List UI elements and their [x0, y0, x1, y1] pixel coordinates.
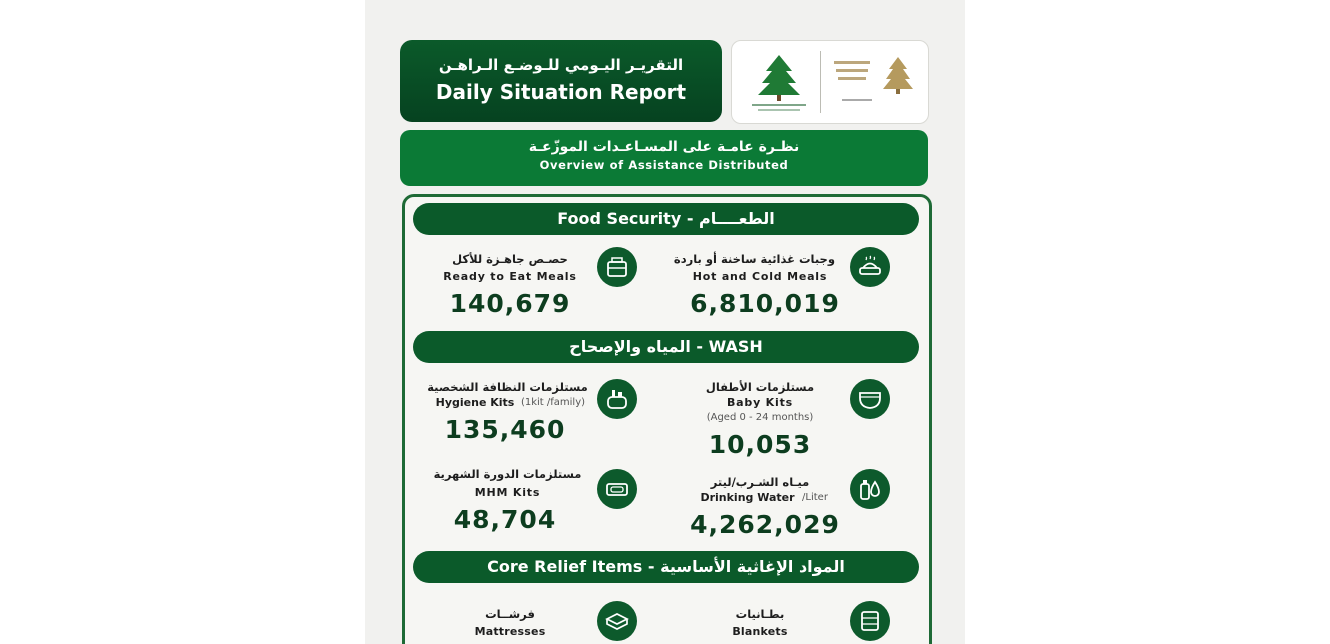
baby-diaper-icon [850, 379, 890, 419]
hygiene-kits-sub: (1kit /family) [520, 397, 586, 408]
baby-kits-label-ar: مستلزمات الأطفال [705, 380, 815, 394]
hot-meal-icon [850, 247, 890, 287]
assistance-frame [402, 194, 932, 644]
ready-meal-icon [597, 247, 637, 287]
hot-meals-label-en: Hot and Cold Meals [692, 270, 828, 283]
mattresses-label-ar: فرشــات [485, 607, 535, 621]
report-title-box [400, 40, 722, 122]
logo-divider [820, 51, 821, 113]
cedar-logo [744, 49, 814, 115]
report-title-ar: التقريـر اليـومي للـوضـع الـراهـن [438, 56, 684, 74]
ready-meals-label-ar: حصـص جاهـزة للأكل [452, 252, 568, 266]
report-title-en: Daily Situation Report [435, 80, 687, 104]
water-bottle-icon [850, 469, 890, 509]
mhm-kit-icon [597, 469, 637, 509]
hygiene-kits-value: 135,460 [444, 415, 566, 444]
government-emblem-logo [828, 49, 922, 115]
blankets-label-ar: بطـانيات [735, 607, 785, 621]
mhm-kits-label-ar: مستلزمات الدورة الشهرية [433, 467, 582, 481]
drinking-water-value: 4,262,029 [690, 510, 840, 539]
logos-box [731, 40, 929, 124]
baby-kits-label-en: Baby Kits [727, 396, 793, 409]
baby-kits-value: 10,053 [708, 430, 812, 459]
blanket-icon [850, 601, 890, 641]
mattresses-label-en: Mattresses [474, 625, 546, 638]
drinking-water-label-en: Drinking Water [700, 491, 795, 504]
overview-title-ar: نظـرة عامـة على المسـاعـدات الموزّعـة [528, 139, 800, 155]
drinking-water-label-ar: ميـاه الشـرب/ليتر [710, 475, 810, 489]
overview-banner [400, 130, 928, 186]
mhm-kits-value: 48,704 [453, 505, 557, 534]
blankets-label-en: Blankets [732, 625, 788, 638]
food-security-header: Food Security - الطعــــام [413, 203, 919, 235]
mattress-icon [597, 601, 637, 641]
ready-meals-value: 140,679 [449, 289, 571, 318]
hot-meals-label-ar: وجبات غذائية ساخنة أو باردة [673, 252, 835, 266]
overview-title-en: Overview of Assistance Distributed [539, 158, 789, 172]
hot-meals-value: 6,810,019 [690, 289, 840, 318]
wash-header: المياه والإصحاح - WASH [413, 331, 919, 363]
core-relief-header: Core Relief Items - المواد الإغاثية الأساسية [413, 551, 919, 583]
drinking-water-sub: /Liter [802, 492, 828, 503]
hygiene-kits-label-en: Hygiene Kits [435, 396, 515, 409]
ready-meals-label-en: Ready to Eat Meals [443, 270, 577, 283]
baby-kits-sub: (Aged 0 - 24 months) [706, 412, 814, 423]
hygiene-kit-icon [597, 379, 637, 419]
mhm-kits-label-en: MHM Kits [474, 486, 541, 499]
report-sheet [365, 0, 965, 644]
hygiene-kits-label-ar: مستلزمات النظافة الشخصية [427, 380, 588, 394]
